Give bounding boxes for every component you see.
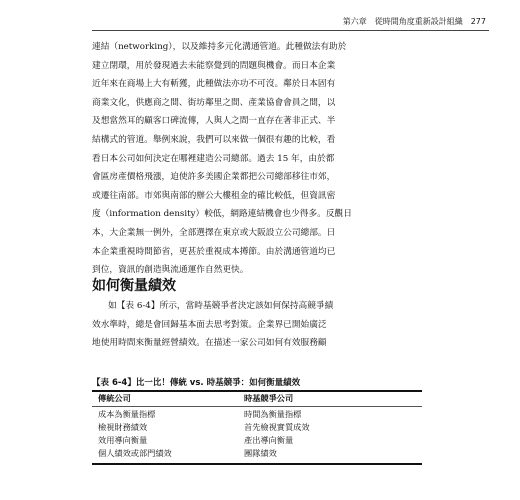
paragraph-line: 效水準時，總是會回歸基本面去思考對策。企業界已開始廣泛 <box>92 319 327 330</box>
table-row <box>92 422 422 435</box>
table-row <box>92 409 422 422</box>
paragraph-line: 及想當然耳的顧客口碑流傳，人與人之間一直存在著非正式、半 <box>92 116 336 127</box>
paragraph-line: 本企業重視時間節省，更甚於重視成本撙節。由於溝通管道均已 <box>92 246 336 257</box>
table-cell: 時間為衡量指標 <box>244 409 302 419</box>
table-header-time-based: 時基競爭公司 <box>244 393 294 403</box>
running-header <box>310 16 486 27</box>
table-row <box>92 435 422 448</box>
body-paragraph-2 <box>92 297 489 353</box>
section-heading: 如何衡量績效 <box>92 278 176 294</box>
paragraph-line: 如【表 6-4】所示，當時基競爭者決定該如何保持高競爭績 <box>108 301 334 311</box>
table-cell: 個人績效或部門績效 <box>98 448 172 458</box>
page-number: 277 <box>470 17 486 26</box>
table-header-rule <box>92 406 422 407</box>
body-paragraph-1 <box>92 38 489 280</box>
paragraph-line: 連結（networking），以及維持多元化溝通管道。此種做法有助於 <box>92 42 347 52</box>
header-chapter: 第六章 <box>342 17 367 26</box>
header-title: 從時間角度重新設計組織 <box>374 17 463 26</box>
table-cell: 檢視財務績效 <box>98 422 148 432</box>
paragraph-line: 本，大企業無一例外，全部選擇在東京或大阪設立公司總部。日 <box>92 227 336 238</box>
table-cell: 產出導向衡量 <box>244 435 294 445</box>
header-rule <box>92 30 489 31</box>
table-bottom-rule <box>92 463 422 465</box>
paragraph-line: 結構式的管道。舉例來說，我們可以來做一個很有趣的比較，看 <box>92 134 336 145</box>
paragraph-line: 看日本公司如何決定在哪裡建造公司總部。過去 15 年，由於都 <box>92 153 335 164</box>
table-cell: 成本為衡量指標 <box>98 409 156 419</box>
table-header-traditional: 傳統公司 <box>98 393 131 403</box>
table-top-rule <box>92 390 422 392</box>
table-cell: 團隊績效 <box>244 448 277 458</box>
paragraph-line: 會區房產價格飛漲，迫使許多美國企業都把公司總部移往市郊， <box>92 172 336 183</box>
paragraph-line: 或遷往南部。市郊與南部的辦公大樓租金的確比較低，但資訊密 <box>92 190 336 201</box>
table-row <box>92 448 422 461</box>
table-cell: 首先檢視實質成效 <box>244 422 310 432</box>
table-cell: 效用導向衡量 <box>98 435 148 445</box>
paragraph-line: 商業文化，供應商之間、街坊鄰里之間、產業協會會員之間，以 <box>92 97 336 108</box>
paragraph-line: 度（information density）較低，網路連結機會也少得多。反觀日 <box>92 209 352 220</box>
paragraph-line: 建立閉環，用於發現過去未能察覺到的問題與機會。而日本企業 <box>92 60 336 71</box>
paragraph-line: 近年來在商場上大有斬獲，此種做法亦功不可沒。鄰於日本固有 <box>92 79 336 90</box>
table-caption: 【表 6-4】比一比！傳統 vs. 時基競爭：如何衡量績效 <box>92 378 301 388</box>
paragraph-line: 地使用時間來衡量經營績效。在描述一家公司如何有效服務顧 <box>92 338 327 349</box>
table-header-row <box>92 393 422 406</box>
paragraph-line: 到位，資訊的創造與流通運作自然更快。 <box>92 265 249 276</box>
